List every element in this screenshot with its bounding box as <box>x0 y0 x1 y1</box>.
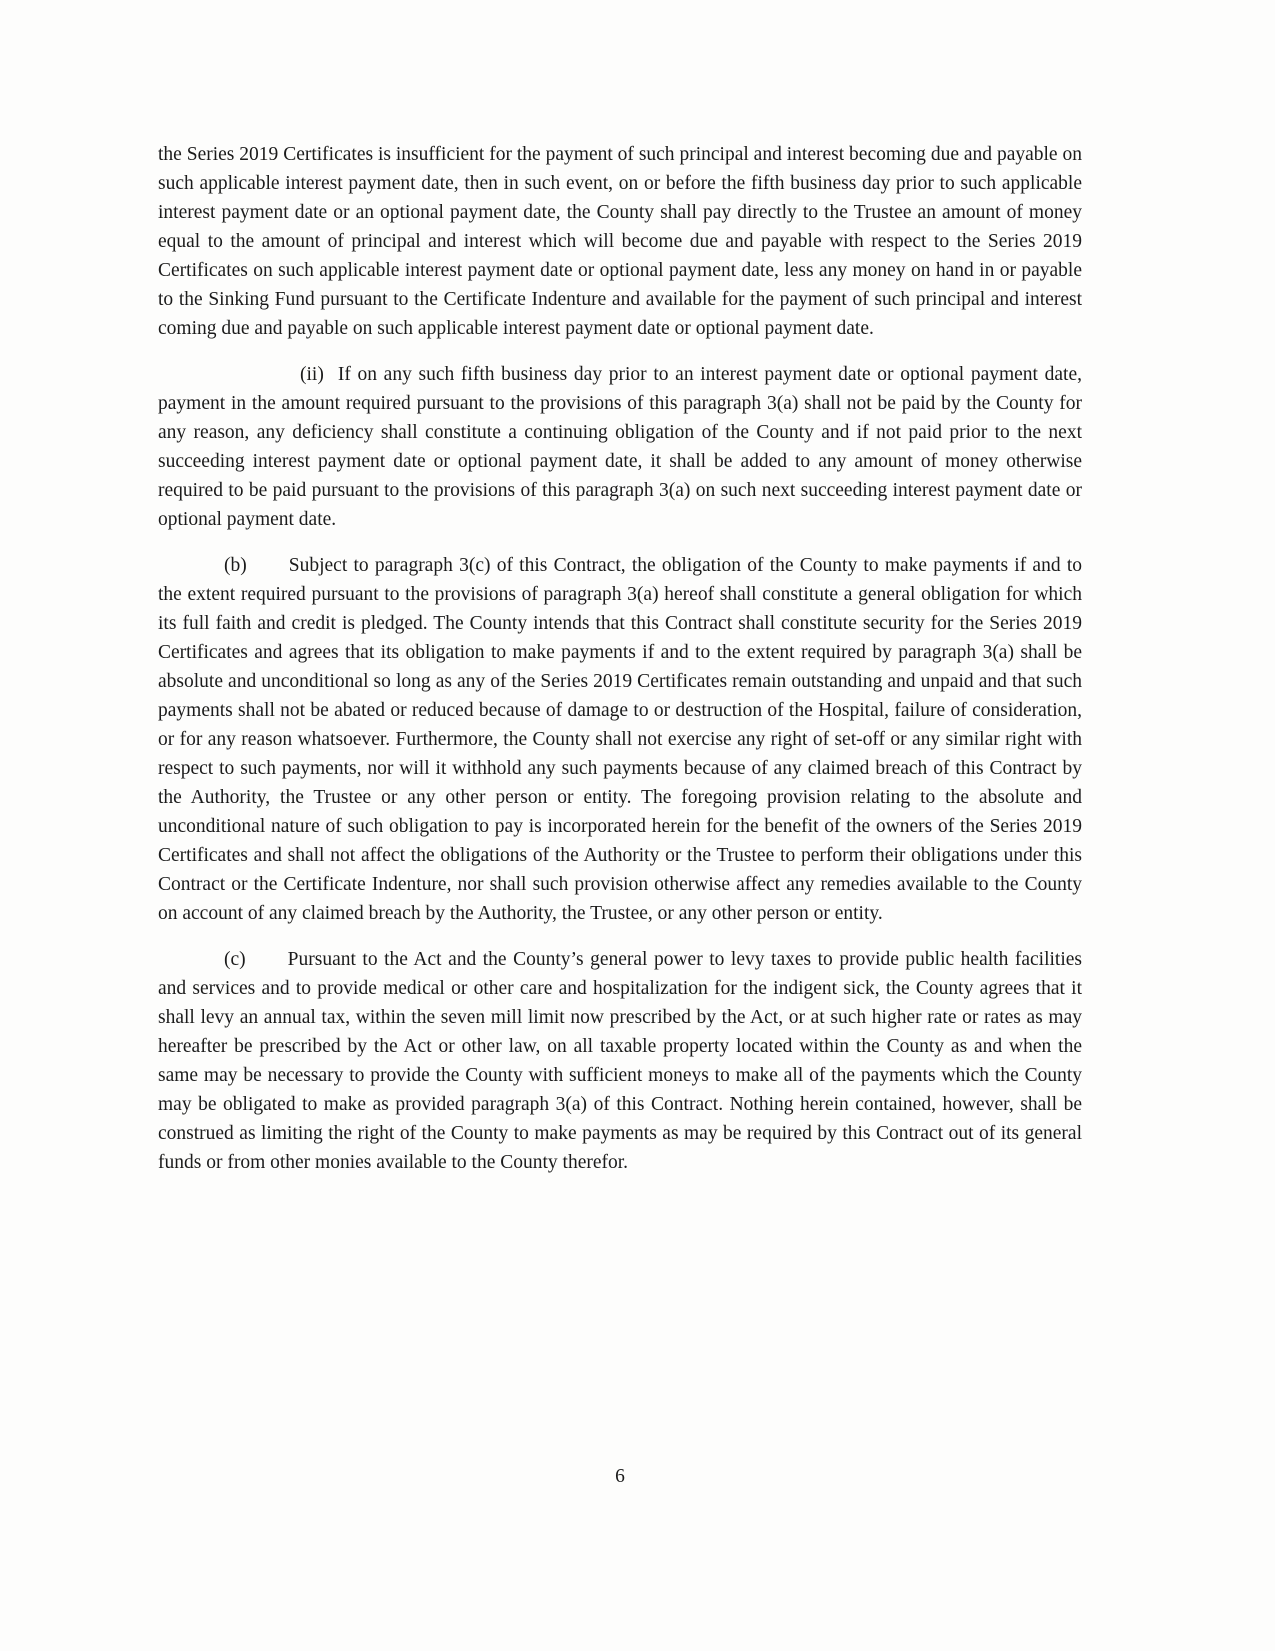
paragraph-c <box>158 945 1082 1177</box>
page-body <box>158 140 1082 1194</box>
paragraph-text: If on any such fifth business day prior to an interest payment date or optional payment date, payment in the amount required pursuant to the provisions of this paragraph 3(a) shall not be paid by the County for any reason, any deficiency shall constitute a continuing obligation of the County and if not paid prior to the next succeeding interest payment date or optional payment date, it shall be added to any amount of money otherwise required to be paid pursuant to the provisions of this paragraph 3(a) on such next succeeding interest payment date or optional payment date. <box>158 364 1082 530</box>
tab-spacer <box>324 379 338 380</box>
page-number: 6 <box>615 1466 625 1487</box>
paragraph-text: Pursuant to the Act and the County’s general power to levy taxes to provide public health facilities and services and to provide medical or other care and hospitalization for the indigent sick, the County agrees that it shall levy an annual tax, within the seven mill limit now prescribed by the Act, or at such higher rate or rates as may hereafter be prescribed by the Act or other law, on all taxable property located within the County as and when the same may be necessary to provide the County with sufficient moneys to make all of the payments which the County may be obligated to make as provided paragraph 3(a) of this Contract. Nothing herein contained, however, shall be construed as limiting the right of the County to make payments as may be required by this Contract out of its general funds or from other monies available to the County therefor. <box>158 949 1082 1173</box>
tab-spacer <box>247 570 289 571</box>
tab-spacer <box>246 964 288 965</box>
paragraph-ii <box>158 360 1082 534</box>
paragraph-label: (c) <box>224 949 246 970</box>
paragraph-continuation <box>158 140 1082 343</box>
paragraph-text: Subject to paragraph 3(c) of this Contract, the obligation of the County to make payments if and to the extent required pursuant to the provisions of paragraph 3(a) hereof shall constitute a general obligation for which its full faith and credit is pledged. The County intends that this Contract shall constitute security for the Series 2019 Certificates and agrees that its obligation to make payments if and to the extent required by paragraph 3(a) shall be absolute and unconditional so long as any of the Series 2019 Certificates remain outstanding and unpaid and that such payments shall not be abated or reduced because of damage to or destruction of the Hospital, failure of consideration, or for any reason whatsoever. Furthermore, the County shall not exercise any right of set-off or any similar right with respect to such payments, nor will it withhold any such payments because of any claimed breach of this Contract by the Authority, the Trustee or any other person or entity. The foregoing provision relating to the absolute and unconditional nature of such obligation to pay is incorporated herein for the benefit of the owners of the Series 2019 Certificates and shall not affect the obligations of the Authority or the Trustee to perform their obligations under this Contract or the Certificate Indenture, nor shall such provision otherwise affect any remedies available to the County on account of any claimed breach by the Authority, the Trustee, or any other person or entity. <box>158 555 1082 924</box>
paragraph-b <box>158 551 1082 928</box>
paragraph-text: the Series 2019 Certificates is insufficient for the payment of such principal and interest becoming due and payable on such applicable interest payment date, then in such event, on or before the fifth business day prior to such applicable interest payment date or an optional payment date, the County shall pay directly to the Trustee an amount of money equal to the amount of principal and interest which will become due and payable with respect to the Series 2019 Certificates on such applicable interest payment date or optional payment date, less any money on hand in or payable to the Sinking Fund pursuant to the Certificate Indenture and available for the payment of such principal and interest coming due and payable on such applicable interest payment date or optional payment date. <box>158 144 1082 339</box>
paragraph-label: (ii) <box>300 364 324 385</box>
paragraph-label: (b) <box>224 555 247 576</box>
